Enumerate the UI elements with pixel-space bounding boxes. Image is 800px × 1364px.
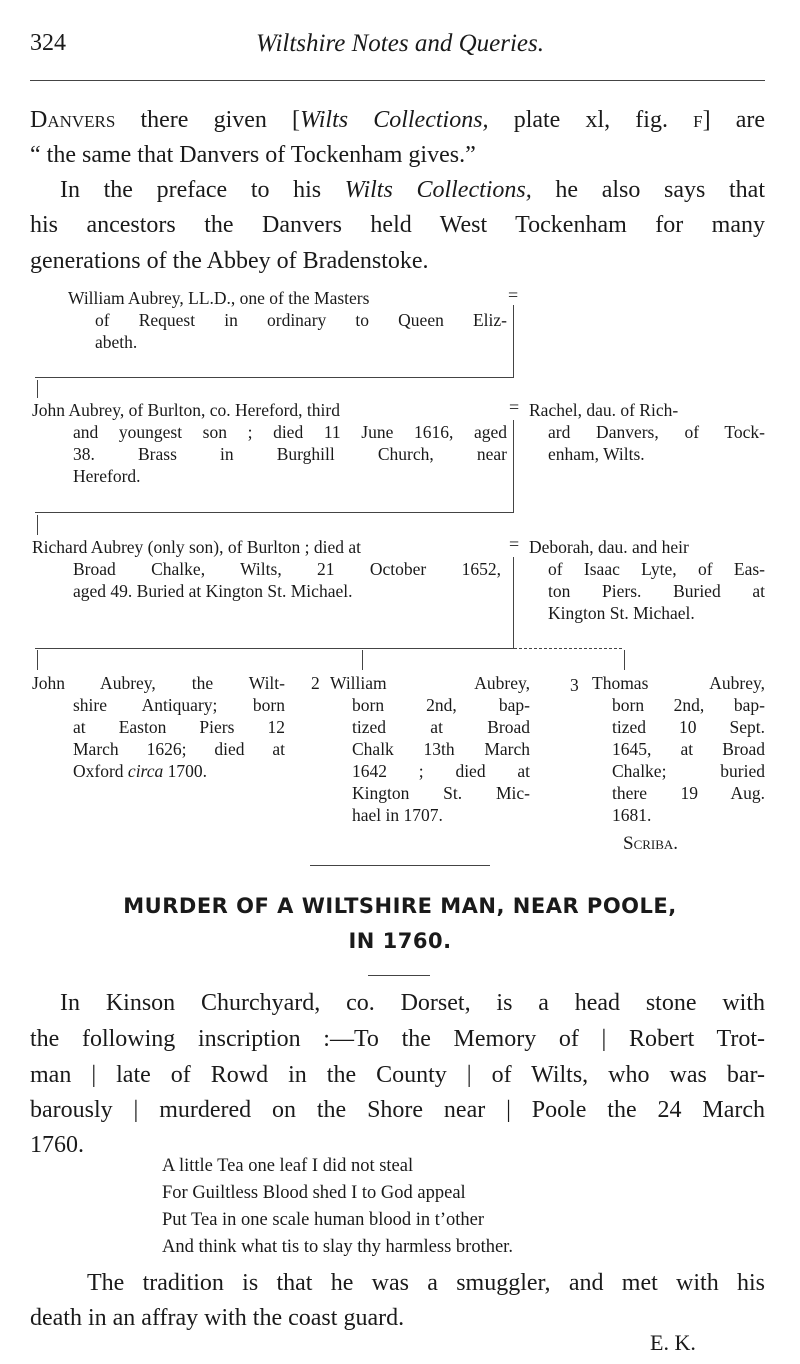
pedigree-line <box>37 380 38 398</box>
child-line: tized 10 Sept. <box>612 717 765 737</box>
pedigree-richard-l1: Richard Aubrey (only son), of Burlton ; died at <box>32 537 362 557</box>
article-p1-line3: man | late of Rowd in the County | of Wilts, who was bar- <box>30 1062 765 1088</box>
title-rule <box>368 975 430 976</box>
child-line: born 2nd, bap- <box>612 695 765 715</box>
pedigree-john-l3: 38. Brass in Burghill Church, near <box>73 444 507 464</box>
text-italic: circa <box>127 761 164 781</box>
pedigree-deborah-l1: Deborah, dau. and heir <box>529 537 689 557</box>
poem-line: And think what tis to slay thy harmless brother. <box>162 1237 513 1257</box>
text: 1700. <box>163 761 207 781</box>
pedigree-line-dashed <box>514 648 622 649</box>
para2-line3: generations of the Abbey of Bradenstoke. <box>30 248 429 274</box>
text: In the preface to his <box>60 177 345 203</box>
pedigree-deborah-l4: Kington St. Michael. <box>548 603 695 623</box>
text: ] are <box>702 107 765 133</box>
signature-ek: E. K. <box>650 1330 696 1355</box>
pedigree-william-l3: abeth. <box>95 332 138 352</box>
article-p1-line1: In Kinson Churchyard, co. Dorset, is a head stone with <box>60 990 765 1016</box>
text: he also says that <box>531 177 765 203</box>
text: Oxford <box>73 761 128 781</box>
child-line: Chalk 13th March <box>352 739 530 759</box>
child-line: William Aubrey, <box>330 673 530 693</box>
child-line: born 2nd, bap- <box>352 695 530 715</box>
para2-line1 <box>60 175 765 205</box>
pedigree-john-l4: Hereford. <box>73 466 141 486</box>
poem-line: A little Tea one leaf I did not steal <box>162 1156 414 1176</box>
text: plate xl, fig. <box>488 107 694 133</box>
child-number: 3 <box>570 675 579 695</box>
pedigree-richard-l2: Broad Chalke, Wilts, 21 October 1652, <box>73 559 501 579</box>
text: there given [ <box>115 107 301 133</box>
child-line: March 1626; died at <box>73 739 285 759</box>
pedigree-john-l2: and youngest son ; died 11 June 1616, aged <box>73 422 507 442</box>
pedigree-rachel-l3: enham, Wilts. <box>548 444 645 464</box>
child-line: Kington St. Mic- <box>352 783 530 803</box>
book-title: Wilts Collections, <box>344 177 532 203</box>
article-p1-line2: the following inscription :—To the Memory of | Robert Trot- <box>30 1026 765 1052</box>
section-rule <box>310 865 490 866</box>
child-line: 1642 ; died at <box>352 761 530 781</box>
name-danvers: Danvers <box>30 107 116 133</box>
marriage-sign: = <box>508 285 519 305</box>
para2-line2: his ancestors the Danvers held West Tockenham for many <box>30 212 765 238</box>
child-number: 2 <box>311 673 320 693</box>
pedigree-rachel-l2: ard Danvers, of Tock- <box>548 422 765 442</box>
child-line: at Easton Piers 12 <box>73 717 285 737</box>
pedigree-line <box>35 377 514 378</box>
child-line: Chalke; buried <box>612 761 765 781</box>
pedigree-john-l1: John Aubrey, of Burlton, co. Hereford, third <box>32 400 340 420</box>
article-p1-line5: 1760. <box>30 1132 84 1158</box>
child-line: hael in 1707. <box>352 805 443 825</box>
pedigree-line <box>37 650 38 670</box>
article-p1-line4: barously | murdered on the Shore near | Poole the 24 March <box>30 1097 765 1123</box>
child-line: Thomas Aubrey, <box>592 673 765 693</box>
pedigree-deborah-l2: of Isaac Lyte, of Eas- <box>548 559 765 579</box>
article-title-line2: IN 1760. <box>348 929 452 953</box>
pedigree-line <box>513 420 514 512</box>
pedigree-william-l1: William Aubrey, LL.D., one of the Masters <box>68 288 370 308</box>
pedigree-line <box>624 650 625 670</box>
child-line: 1645, at Broad <box>612 739 765 759</box>
article-title-line1: MURDER OF A WILTSHIRE MAN, NEAR POOLE, <box>123 894 677 918</box>
article-p2-line2: death in an affray with the coast guard. <box>30 1305 405 1331</box>
para1-line2: “ the same that Danvers of Tockenham gives.” <box>30 142 476 168</box>
fig-letter: f <box>693 107 703 133</box>
article-p2-line1: The tradition is that he was a smuggler, and met with his <box>87 1270 765 1296</box>
poem-line: Put Tea in one scale human blood in t’other <box>162 1210 485 1230</box>
pedigree-rachel-l1: Rachel, dau. of Rich- <box>529 400 679 420</box>
child-line: there 19 Aug. <box>612 783 765 803</box>
pedigree-line <box>513 305 514 377</box>
signature-scriba: Scriba. <box>623 833 679 854</box>
marriage-sign: = <box>509 534 520 554</box>
book-title: Wilts Collections, <box>300 107 489 133</box>
marriage-sign: = <box>509 397 520 417</box>
pedigree-deborah-l3: ton Piers. Buried at <box>548 581 765 601</box>
child-line: John Aubrey, the Wilt- <box>32 673 285 693</box>
running-title: Wiltshire Notes and Queries. <box>256 30 544 57</box>
pedigree-line <box>513 557 514 648</box>
child-line <box>73 760 207 782</box>
pedigree-line <box>35 512 514 513</box>
child-line: tized at Broad <box>352 717 530 737</box>
header-rule <box>30 80 765 81</box>
pedigree-richard-l3: aged 49. Buried at Kington St. Michael. <box>73 581 353 601</box>
child-line: 1681. <box>612 805 652 825</box>
child-line: shire Antiquary; born <box>73 695 285 715</box>
pedigree-line <box>362 650 363 670</box>
poem-line: For Guiltless Blood shed I to God appeal <box>162 1183 466 1203</box>
para1-line1 <box>30 105 765 135</box>
page-number: 324 <box>30 30 66 56</box>
pedigree-line <box>35 648 514 649</box>
pedigree-william-l2: of Request in ordinary to Queen Eliz- <box>95 310 507 330</box>
pedigree-line <box>37 515 38 535</box>
